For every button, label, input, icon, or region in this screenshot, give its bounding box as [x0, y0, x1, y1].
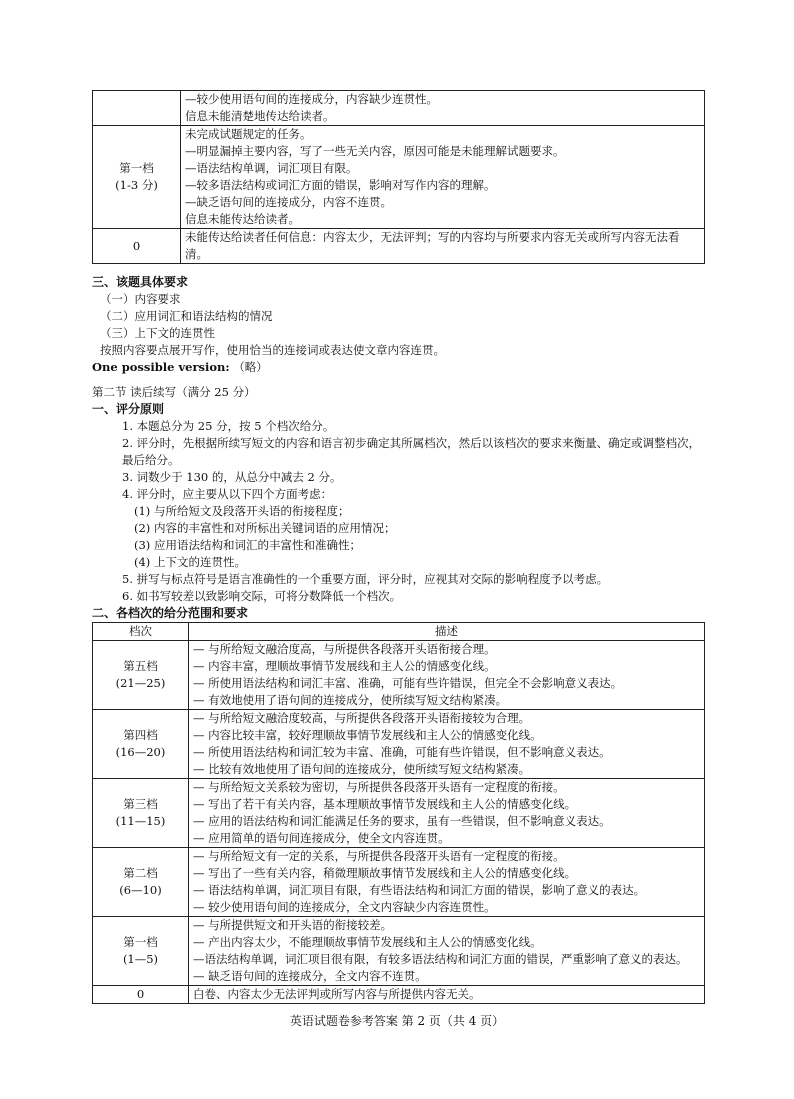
desc-line: 未完成试题规定的任务。	[185, 127, 312, 141]
desc-line: — 应用的语法结构和词汇能满足任务的要求，虽有一些错误，但不影响意义表达。	[193, 814, 611, 828]
desc-line: —明显漏掉主要内容，写了一些无关内容，原因可能是未能理解试题要求。	[185, 144, 565, 158]
table-row	[93, 229, 705, 264]
desc-line: —语法结构单调，词汇项目很有限，有较多语法结构和词汇方面的错误，严重影响了意义的表达。	[193, 952, 688, 966]
principle-subitem: (3) 应用语法结构和词汇的丰富性和准确性；	[134, 538, 361, 552]
grading-table-1	[92, 90, 705, 264]
desc-line: — 所使用语法结构和词汇丰富、准确，可能有些许错误，但完全不会影响意义表达。	[193, 676, 623, 690]
level-cell	[93, 848, 189, 917]
desc-line: — 有效地使用了语句间的连接成分，使所续写短文结构紧凑。	[193, 693, 508, 707]
possible-version	[92, 359, 704, 376]
possible-version-label: One possible version:	[92, 360, 230, 374]
requirement-note: 按照内容要点展开写作，使用恰当的连接词或表达使文章内容连贯。	[100, 343, 445, 357]
level-range: (21—25)	[115, 676, 166, 690]
level-name: 第三档	[123, 797, 158, 811]
desc-line: —语法结构单调，词汇项目有限。	[185, 161, 358, 175]
level-cell: 0	[93, 986, 189, 1004]
principle-item: 6. 如书写较差以致影响交际，可将分数降低一个档次。	[122, 589, 402, 603]
table-row	[93, 91, 705, 126]
desc-cell	[189, 710, 705, 779]
level-name: 第一档	[123, 935, 158, 949]
desc-line: —缺乏语句间的连接成分，内容不连贯。	[185, 195, 392, 209]
principle-subitem: (4) 上下文的连贯性。	[134, 555, 246, 569]
desc-line: — 内容丰富，理顺故事情节发展线和主人公的情感变化线。	[193, 659, 496, 673]
desc-line: — 与所给短文关系较为密切，与所提供各段落开头语有一定程度的衔接。	[193, 780, 565, 794]
desc-cell	[181, 91, 705, 126]
desc-cell	[189, 779, 705, 848]
principle-item: 3. 词数少于 130 的，从总分中减去 2 分。	[122, 470, 342, 484]
desc-cell	[189, 848, 705, 917]
desc-cell	[189, 986, 705, 1004]
table-row	[93, 917, 705, 986]
desc-line: — 内容比较丰富，较好理顺故事情节发展线和主人公的情感变化线。	[193, 728, 542, 742]
principle-item: 5. 拼写与标点符号是语言准确性的一个重要方面，评分时，应视其对交际的影响程度予以考虑。	[122, 572, 609, 586]
table-row	[93, 126, 705, 229]
desc-line: — 所使用语法结构和词汇较为丰富、准确，可能有些许错误，但不影响意义表达。	[193, 745, 611, 759]
level-name: 第五档	[123, 659, 158, 673]
desc-line: — 产出内容太少，不能理顺故事情节发展线和主人公的情感变化线。	[193, 935, 542, 949]
desc-line: — 较少使用语句间的连接成分，全文内容缺少内容连贯性。	[193, 900, 496, 914]
desc-line: 白卷、内容太少无法评判或所写内容与所提供内容无关。	[193, 987, 481, 1001]
level-cell	[93, 917, 189, 986]
desc-line: —较少使用语句间的连接成分，内容缺少连贯性。	[185, 92, 438, 106]
desc-line: 未能传达给读者任何信息：内容太少，无法评判；写的内容均与所要求内容无关或所写内容无法看清。	[185, 230, 680, 261]
desc-line: 信息未能清楚地传达给读者。	[185, 109, 335, 123]
level-cell	[93, 91, 181, 126]
desc-line: — 语法结构单调，词汇项目有限，有些语法结构和词汇方面的错误，影响了意义的表达。	[193, 883, 646, 897]
requirement-item: （三）上下文的连贯性	[100, 326, 215, 340]
table-row	[93, 779, 705, 848]
desc-cell	[181, 126, 705, 229]
principle-item: 1. 本题总分为 25 分，按 5 个档次给分。	[122, 419, 335, 433]
level-cell	[93, 710, 189, 779]
column-header-desc: 描述	[189, 623, 705, 641]
desc-line: 信息未能传达给读者。	[185, 212, 300, 226]
level-range: (11—15)	[115, 814, 166, 828]
level-range: (1-3 分)	[115, 178, 158, 192]
page-footer: 英语试题卷参考答案 第 2 页（共 4 页）	[289, 1014, 505, 1028]
desc-line: — 应用简单的语句间连接成分，使全文内容连贯。	[193, 831, 450, 845]
principle-subitem: (1) 与所给短文及段落开头语的衔接程度；	[134, 504, 350, 518]
page-body	[92, 90, 704, 1004]
part-title: 第二节 读后续写（满分 25 分）	[92, 385, 256, 399]
requirement-item: （二）应用词汇和语法结构的情况	[100, 309, 273, 323]
level-name: 第二档	[123, 866, 158, 880]
desc-line: —较多语法结构或词汇方面的错误，影响对写作内容的理解。	[185, 178, 496, 192]
level-cell: 0	[93, 229, 181, 264]
grading-table-2	[92, 622, 705, 1004]
desc-cell	[181, 229, 705, 264]
desc-cell	[189, 917, 705, 986]
level-range: (16—20)	[115, 745, 166, 759]
desc-cell	[189, 641, 705, 710]
principle-subitem: (2) 内容的丰富性和对所标出关键词语的应用情况；	[134, 521, 396, 535]
table-header-row	[93, 623, 705, 641]
desc-line: — 比较有效地使用了语句间的连接成分，使所续写短文结构紧凑。	[193, 762, 531, 776]
desc-line: — 写出了若干有关内容，基本理顺故事情节发展线和主人公的情感变化线。	[193, 797, 577, 811]
column-header-level: 档次	[93, 623, 189, 641]
principle-item: 2. 评分时，先根据所续写短文的内容和语言初步确定其所属档次，然后以该档次的要求来衡量、确定或调整档次，最后给分。	[122, 436, 701, 467]
table-row	[93, 986, 705, 1004]
level-range: (6—10)	[119, 883, 162, 897]
level-range: (1—5)	[122, 952, 159, 966]
desc-line: — 与所给短文融洽度较高，与所提供各段落开头语衔接较为合理。	[193, 711, 531, 725]
level-name: 第一档	[119, 161, 154, 175]
level-cell	[93, 779, 189, 848]
table-row	[93, 848, 705, 917]
section-heading: 一、评分原则	[92, 402, 165, 416]
requirement-item: （一）内容要求	[100, 292, 181, 306]
desc-line: — 缺乏语句间的连接成分，全文内容不连贯。	[193, 969, 427, 983]
desc-line: — 与所提供短文和开头语的衔接较差。	[193, 918, 393, 932]
table-row	[93, 710, 705, 779]
section-heading: 二、各档次的给分范围和要求	[92, 606, 249, 620]
principle-item: 4. 评分时，应主要从以下四个方面考虑：	[122, 487, 333, 501]
desc-line: — 与所给短文融洽度高，与所提供各段落开头语衔接合理。	[193, 642, 496, 656]
section-heading: 三、该题具体要求	[92, 275, 189, 289]
desc-line: — 与所给短文有一定的关系，与所提供各段落开头语有一定程度的衔接。	[193, 849, 565, 863]
level-cell	[93, 641, 189, 710]
desc-line: — 写出了一些有关内容，稍微理顺故事情节发展线和主人公的情感变化线。	[193, 866, 577, 880]
table-row	[93, 641, 705, 710]
level-cell	[93, 126, 181, 229]
level-name: 第四档	[123, 728, 158, 742]
possible-version-value: （略）	[233, 360, 268, 374]
